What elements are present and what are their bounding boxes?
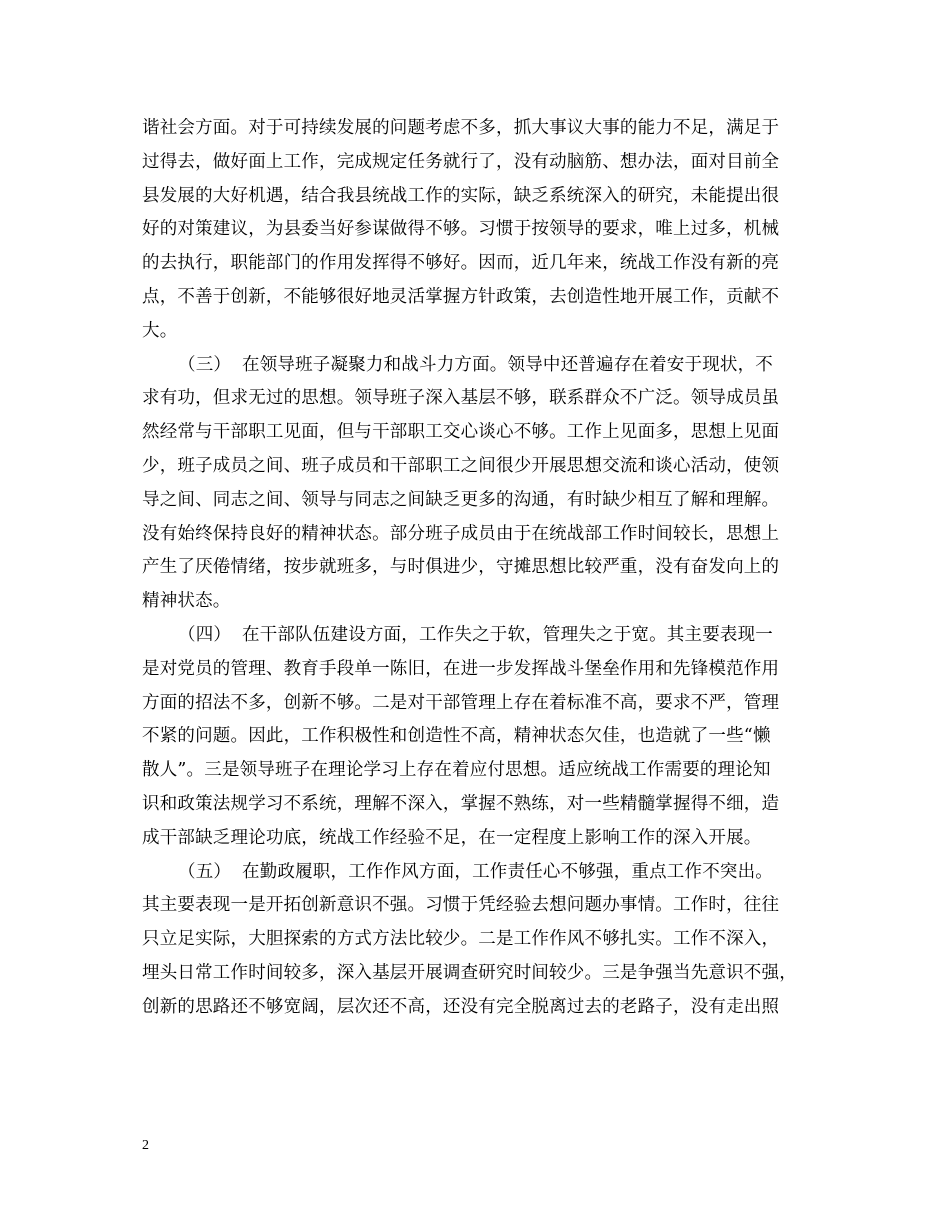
text-line: 大。 xyxy=(142,320,178,341)
text-line: 导之间、同志之间、领导与同志之间缺乏更多的沟通，有时缺少相互了解和理解。 xyxy=(142,489,780,510)
section-5 xyxy=(142,856,827,1025)
text-line: 只立足实际，大胆探索的方式方法比较少。二是工作作风不够扎实。工作不深入， xyxy=(142,929,780,950)
text-line: 好的对策建议，为县委当好参谋做得不够。习惯于按领导的要求，唯上过多，机械 xyxy=(142,219,780,240)
text-line: 其主要表现一是开拓创新意识不强。习惯于凭经验去想问题办事情。工作时，往往 xyxy=(142,895,780,916)
text-line: 点，不善于创新，不能够很好地灵活掌握方针政策，去创造性地开展工作，贡献不 xyxy=(142,286,780,307)
text-line: 识和政策法规学习不系统，理解不深入，掌握不熟练，对一些精髓掌握得不细，造 xyxy=(142,793,780,814)
text-line: 埋头日常工作时间较多，深入基层开展调查研究时间较少。三是争强当先意识不强， xyxy=(142,962,797,983)
text-line: 的去执行，职能部门的作用发挥得不够好。因而，近几年来，统战工作没有新的亮 xyxy=(142,253,780,274)
text-line: 没有始终保持良好的精神状态。部分班子成员由于在统战部工作时间较长，思想上 xyxy=(142,523,780,544)
text-line: 精神状态。 xyxy=(142,591,231,612)
text-line: 产生了厌倦情绪，按步就班多，与时俱进少，守摊思想比较严重，没有奋发向上的 xyxy=(142,557,780,578)
text-line: 成干部缺乏理论功底，统战工作经验不足，在一定程度上影响工作的深入开展。 xyxy=(142,827,762,848)
text-line: 散人”。三是领导班子在理论学习上存在着应付思想。适应统战工作需要的理论知 xyxy=(142,760,771,781)
section-number: （四） xyxy=(178,624,232,645)
text-line: 创新的思路还不够宽阔，层次还不高，还没有完全脱离过去的老路子，没有走出照 xyxy=(142,996,780,1017)
document-body xyxy=(142,112,827,1025)
text-line: 过得去，做好面上工作，完成规定任务就行了，没有动脑筋、想办法，面对目前全 xyxy=(142,151,780,172)
text-line: 少，班子成员之间、班子成员和干部职工之间很少开展思想交流和谈心活动，使领 xyxy=(142,455,780,476)
section-heading-text: 在勤政履职，工作作风方面，工作责任心不够强，重点工作不突出。 xyxy=(242,861,773,882)
text-line: 然经常与干部职工见面，但与干部职工交心谈心不够。工作上见面多，思想上见面 xyxy=(142,422,780,443)
section-first-line xyxy=(142,619,827,653)
text-line: 方面的招法不多，创新不够。二是对干部管理上存在着标准不高，要求不严，管理 xyxy=(142,692,780,713)
section-3 xyxy=(142,349,827,619)
text-line: 谐社会方面。对于可持续发展的问题考虑不多，抓大事议大事的能力不足，满足于 xyxy=(142,118,780,138)
section-heading-text: 在领导班子凝聚力和战斗力方面。领导中还普遍存在着安于现状，不 xyxy=(242,354,773,375)
page-number: 2 xyxy=(142,1138,149,1153)
text-line: 是对党员的管理、教育手段单一陈旧，在进一步发挥战斗堡垒作用和先锋模范作用 xyxy=(142,658,780,679)
section-number: （五） xyxy=(178,861,232,882)
text-line: 求有功，但求无过的思想。领导班子深入基层不够，联系群众不广泛。领导成员虽 xyxy=(142,388,780,409)
section-first-line xyxy=(142,349,827,383)
section-first-line xyxy=(142,856,827,890)
text-line: 县发展的大好机遇，结合我县统战工作的实际，缺乏系统深入的研究，未能提出很 xyxy=(142,185,780,206)
section-number: （三） xyxy=(178,354,232,375)
section-heading-text: 在干部队伍建设方面，工作失之于软，管理失之于宽。其主要表现一 xyxy=(242,624,773,645)
paragraph-continuation xyxy=(142,112,827,349)
text-line: 不紧的问题。因此，工作积极性和创造性不高，精神状态欠佳，也造就了一些“懒 xyxy=(142,726,771,747)
section-4 xyxy=(142,619,827,856)
